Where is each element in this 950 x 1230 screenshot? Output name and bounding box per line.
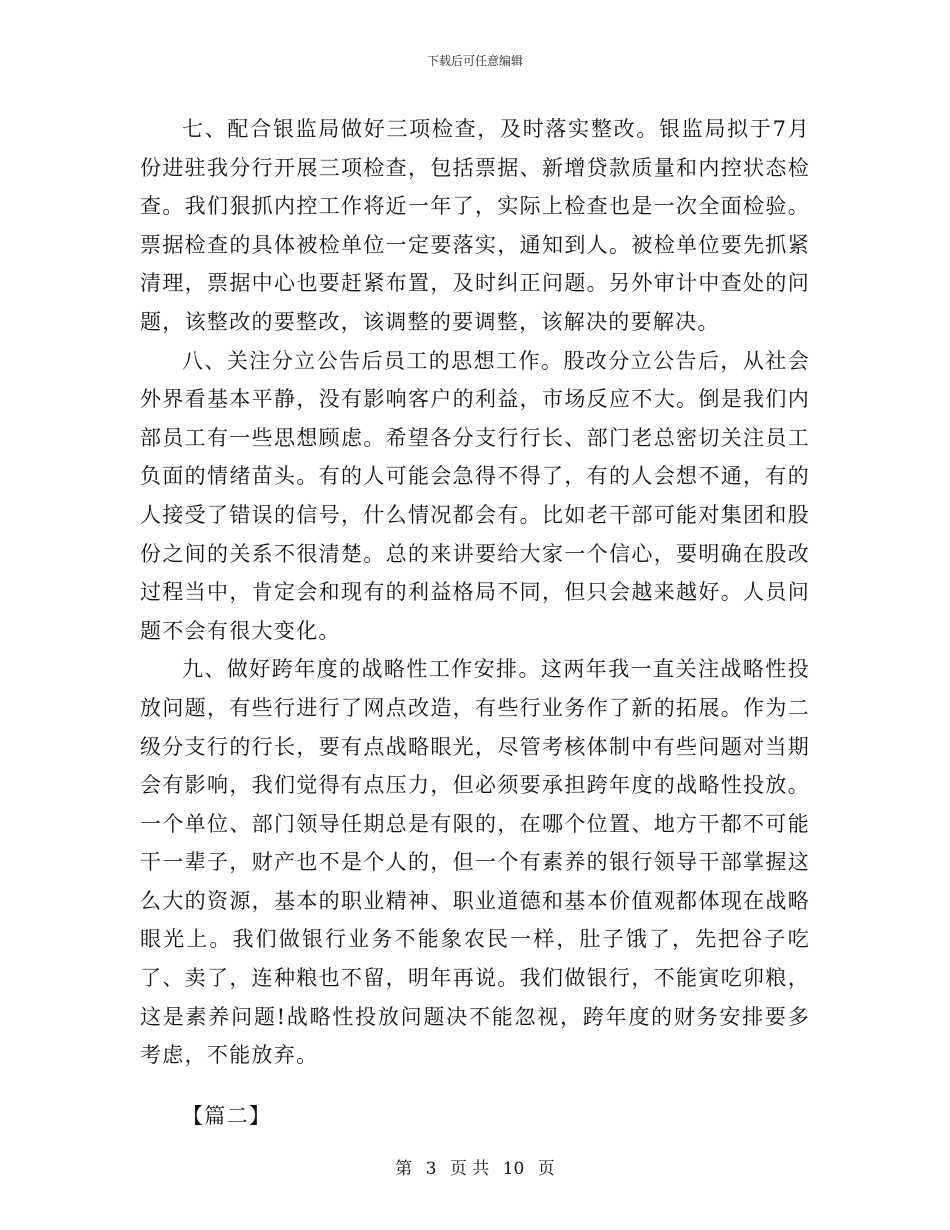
- page-suffix: 页: [537, 1159, 555, 1179]
- total-pages: 10: [502, 1159, 525, 1179]
- paragraph-eight: 八、关注分立公告后员工的思想工作。股改分立公告后，从社会外界看基本平静，没有影响客户的利益，市场反应不大。倒是我们内部员工有一些思想顾虑。希望各分支行行长、部门老总密切关注员工负面的情绪苗头。有的人可能会急得不得了，有的人会想不通，有的人接受了错误的信号，什么情况都会有。比如老干部可能对集团和股份之间的关系不很清楚。总的来讲要给大家一个信心，要明确在股改过程当中，肯定会和现有的利益格局不同，但只会越来越好。人员问题不会有很大变化。: [140, 348, 810, 643]
- paragraph-seven: 七、配合银监局做好三项检查，及时落实整改。银监局拟于7月份进驻我分行开展三项检查，包括票据、新增贷款质量和内控状态检查。我们狠抓内控工作将近一年了，实际上检查也是一次全面检验。票据检查的具体被检单位一定要落实，通知到人。被检单位要先抓紧清理，票据中心也要赶紧布置，及时纠正问题。另外审计中查处的问题，该整改的要整改，该调整的要调整，该解决的要解决。: [140, 117, 810, 334]
- document-body: [140, 110, 810, 1135]
- page-header: 下载后可任意编辑: [426, 54, 523, 68]
- paragraph-nine: 九、做好跨年度的战略性工作安排。这两年我一直关注战略性投放问题，有些行进行了网点改造，有些行业务作了新的拓展。作为二级分支行的行长，要有点战略眼光，尽管考核体制中有些问题对当期会有影响，我们觉得有点压力，但必须要承担跨年度的战略性投放。一个单位、部门领导任期总是有限的，在哪个位置、地方干都不可能干一辈子，财产也不是个人的，但一个有素养的银行领导干部掌握这么大的资源，基本的职业精神、职业道德和基本价值观都体现在战略眼光上。我们做银行业务不能象农民一样，肚子饿了，先把谷子吃了、卖了，连种粮也不留，明年再说。我们做银行，不能寅吃卯粮，这是素养问题!战略性投放问题决不能忽视，跨年度的财务安排要多考虑，不能放弃。: [140, 657, 810, 1068]
- page-middle: 页 共: [449, 1159, 490, 1179]
- page-prefix: 第: [395, 1159, 413, 1179]
- page-footer: [0, 1154, 950, 1179]
- page-number: 3: [425, 1159, 437, 1179]
- section-heading: 【篇二】: [182, 1103, 272, 1128]
